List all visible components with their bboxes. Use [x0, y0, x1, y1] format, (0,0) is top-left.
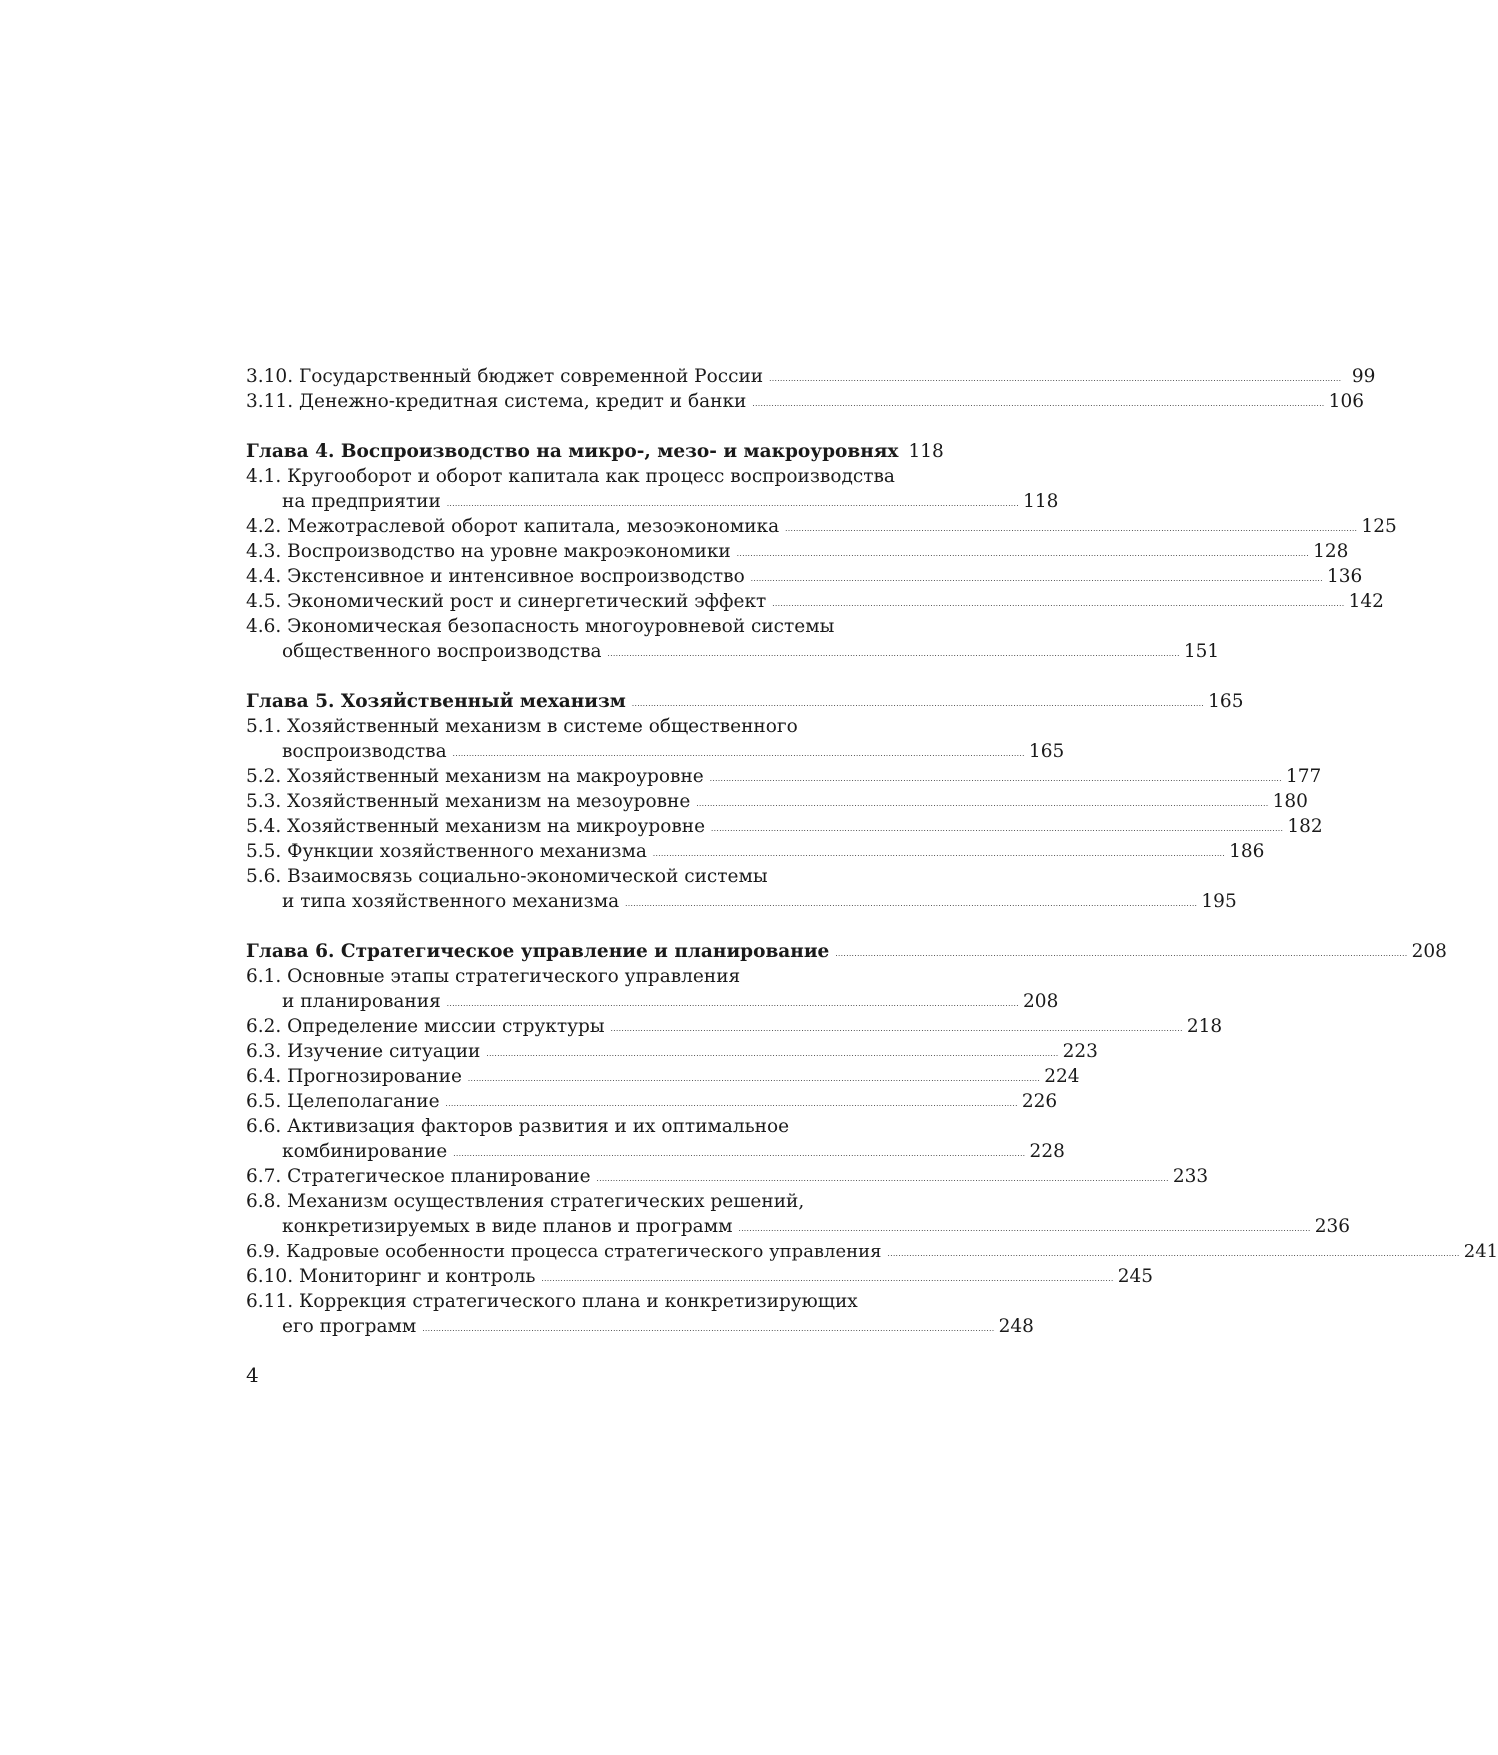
dot-leader: .................................................................................................................................................................................................................. — [422, 1325, 995, 1333]
dot-leader: .................................................................................................................................................................................................................. — [596, 1175, 1169, 1183]
toc-entry-title: 4.2. Межотраслевой оборот капитала, мезоэкономика — [246, 516, 780, 537]
dot-leader: .................................................................................................................................................................................................................. — [887, 1250, 1460, 1258]
toc-entry-page: 236 — [1314, 1216, 1351, 1237]
toc-entry-title: 6.8. Механизм осуществления стратегических решений, — [246, 1191, 805, 1212]
toc-entry-title: 6.5. Целеполагание — [246, 1091, 440, 1112]
toc-entry-page: 151 — [1183, 641, 1220, 662]
dot-leader: .................................................................................................................................................................................................................. — [772, 600, 1345, 608]
toc-entry-6-6-line1[interactable] — [246, 1114, 932, 1139]
toc-entry-title: 4.6. Экономическая безопасность многоуровневой системы — [246, 616, 835, 637]
dot-leader: .................................................................................................................................................................................................................. — [711, 825, 1284, 833]
toc-entry-6-4[interactable] — [246, 1064, 1080, 1089]
toc-entry-6-11-line1[interactable] — [246, 1289, 932, 1314]
dot-leader: .................................................................................................................................................................................................................. — [607, 650, 1180, 658]
toc-entry-6-8-line1[interactable] — [246, 1189, 932, 1214]
dot-leader: .................................................................................................................................................................................................................. — [625, 900, 1198, 908]
toc-entry-6-10[interactable] — [246, 1264, 1154, 1289]
toc-entry-page: 142 — [1348, 591, 1384, 612]
toc-entry-title: 4.1. Кругооборот и оборот капитала как процесс воспроизводства — [246, 466, 895, 487]
toc-entry-title: 6.1. Основные этапы стратегического управления — [246, 966, 741, 987]
toc-entry-6-9[interactable] — [246, 1239, 1498, 1264]
toc-entry-5-3[interactable] — [246, 789, 1308, 814]
toc-entry-4-6-line1[interactable] — [246, 614, 932, 639]
toc-entry-page: 218 — [1186, 1016, 1223, 1037]
toc-entry-page: 99 — [1351, 366, 1376, 387]
toc-entry-title: 3.11. Денежно-кредитная система, кредит и банки — [246, 391, 747, 412]
toc-entry-5-6-line1[interactable] — [246, 864, 932, 889]
dot-leader: .................................................................................................................................................................................................................. — [446, 1000, 1020, 1008]
chapter-page: 118 — [908, 441, 944, 462]
toc-entry-6-8-line2[interactable] — [246, 1214, 1351, 1239]
toc-entry-page: 195 — [1201, 891, 1237, 912]
dot-leader: .................................................................................................................................................................................................................. — [835, 950, 1408, 958]
toc-entry-title: 4.4. Экстенсивное и интенсивное воспроизводство — [246, 566, 745, 587]
toc-entry-5-5[interactable] — [246, 839, 1265, 864]
toc-entry-title: 5.4. Хозяйственный механизм на микроуровне — [246, 816, 706, 837]
dot-leader: .................................................................................................................................................................................................................. — [631, 700, 1205, 708]
toc-entry-page: 248 — [998, 1316, 1034, 1337]
toc-entry-title-cont: комбинирование — [282, 1141, 448, 1162]
toc-entry-title-cont: и типа хозяйственного механизма — [282, 891, 620, 912]
spacer — [246, 914, 932, 939]
toc-entry-4-2[interactable] — [246, 514, 1397, 539]
toc-chapter-6[interactable] — [246, 939, 1447, 964]
toc-entry-5-1-line2[interactable] — [246, 739, 1065, 764]
toc-entry-title: 6.4. Прогнозирование — [246, 1066, 462, 1087]
toc-entry-title: 4.5. Экономический рост и синергетический эффект — [246, 591, 767, 612]
toc-entry-title: 5.1. Хозяйственный механизм в системе общественного — [246, 716, 798, 737]
dot-leader: .................................................................................................................................................................................................................. — [453, 1150, 1026, 1158]
toc-entry-title-cont: на предприятии — [282, 491, 441, 512]
toc-entry-4-4[interactable] — [246, 564, 1363, 589]
dot-leader: .................................................................................................................................................................................................................. — [709, 775, 1283, 783]
dot-leader: .................................................................................................................................................................................................................. — [769, 375, 1342, 383]
toc-entry-title: 5.3. Хозяйственный механизм на мезоуровне — [246, 791, 691, 812]
toc-entry-6-6-line2[interactable] — [246, 1139, 1065, 1164]
toc-entry-3-11[interactable] — [246, 389, 1364, 414]
table-of-contents — [246, 364, 1498, 1339]
dot-leader: .................................................................................................................................................................................................................. — [446, 500, 1020, 508]
chapter-page: 208 — [1411, 941, 1447, 962]
dot-leader: .................................................................................................................................................................................................................. — [486, 1050, 1059, 1058]
toc-entry-6-5[interactable] — [246, 1089, 1058, 1114]
toc-entry-page: 118 — [1023, 491, 1059, 512]
toc-entry-page: 136 — [1327, 566, 1363, 587]
toc-entry-4-6-line2[interactable] — [246, 639, 1220, 664]
toc-entry-page: 233 — [1172, 1166, 1209, 1187]
toc-entry-page: 241 — [1463, 1241, 1498, 1262]
toc-entry-6-11-line2[interactable] — [246, 1314, 1034, 1339]
toc-entry-5-2[interactable] — [246, 764, 1322, 789]
toc-entry-page: 165 — [1028, 741, 1065, 762]
toc-chapter-4[interactable] — [246, 439, 944, 464]
dot-leader: .................................................................................................................................................................................................................. — [736, 550, 1310, 558]
toc-entry-6-2[interactable] — [246, 1014, 1223, 1039]
toc-entry-title-cont: и планирования — [282, 991, 441, 1012]
toc-entry-page: 226 — [1021, 1091, 1058, 1112]
toc-entry-5-1-line1[interactable] — [246, 714, 932, 739]
spacer — [246, 664, 932, 689]
chapter-title: Глава 5. Хозяйственный механизм — [246, 691, 626, 712]
toc-entry-title: 5.5. Функции хозяйственного механизма — [246, 841, 647, 862]
toc-entry-page: 106 — [1328, 391, 1364, 412]
toc-entry-6-7[interactable] — [246, 1164, 1209, 1189]
toc-entry-title: 6.6. Активизация факторов развития и их оптимальное — [246, 1116, 790, 1137]
toc-entry-6-1-line2[interactable] — [246, 989, 1059, 1014]
dot-leader: .................................................................................................................................................................................................................. — [445, 1100, 1018, 1108]
chapter-page: 165 — [1208, 691, 1244, 712]
toc-entry-title-cont: его программ — [282, 1316, 417, 1337]
dot-leader: .................................................................................................................................................................................................................. — [696, 800, 1269, 808]
dot-leader: .................................................................................................................................................................................................................. — [610, 1025, 1183, 1033]
toc-entry-4-1-line2[interactable] — [246, 489, 1059, 514]
page-number: 4 — [246, 1363, 259, 1387]
toc-entry-title: 6.2. Определение миссии структуры — [246, 1016, 605, 1037]
toc-entry-page: 224 — [1044, 1066, 1080, 1087]
dot-leader: .................................................................................................................................................................................................................. — [452, 750, 1025, 758]
toc-entry-page: 208 — [1023, 991, 1059, 1012]
toc-entry-page: 186 — [1229, 841, 1265, 862]
toc-entry-6-3[interactable] — [246, 1039, 1098, 1064]
toc-chapter-5[interactable] — [246, 689, 1244, 714]
dot-leader: .................................................................................................................................................................................................................. — [750, 575, 1323, 583]
toc-entry-title-cont: воспроизводства — [282, 741, 447, 762]
toc-entry-title: 6.7. Стратегическое планирование — [246, 1166, 591, 1187]
dot-leader: .................................................................................................................................................................................................................. — [652, 850, 1226, 858]
dot-leader: .................................................................................................................................................................................................................. — [752, 400, 1325, 408]
toc-entry-page: 125 — [1361, 516, 1397, 537]
toc-entry-4-3[interactable] — [246, 539, 1349, 564]
toc-entry-title: 5.6. Взаимосвязь социально-экономической системы — [246, 866, 768, 887]
toc-entry-title: 6.3. Изучение ситуации — [246, 1041, 481, 1062]
toc-entry-title: 5.2. Хозяйственный механизм на макроуровне — [246, 766, 704, 787]
dot-leader: .................................................................................................................................................................................................................. — [467, 1075, 1041, 1083]
toc-entry-page: 182 — [1287, 816, 1323, 837]
toc-entry-title: 3.10. Государственный бюджет современной России — [246, 366, 764, 387]
dot-leader: .................................................................................................................................................................................................................. — [785, 525, 1358, 533]
toc-entry-page: 177 — [1286, 766, 1322, 787]
toc-entry-title: 4.3. Воспроизводство на уровне макроэкономики — [246, 541, 731, 562]
toc-entry-title-cont: общественного воспроизводства — [282, 641, 602, 662]
chapter-title: Глава 4. Воспроизводство на микро-, мезо- и макроуровнях — [246, 441, 899, 462]
toc-entry-title-cont: конкретизируемых в виде планов и программ — [282, 1216, 733, 1237]
toc-entry-page: 223 — [1062, 1041, 1098, 1062]
toc-entry-page: 128 — [1313, 541, 1349, 562]
toc-entry-page: 228 — [1029, 1141, 1065, 1162]
toc-entry-title: 6.11. Коррекция стратегического плана и конкретизирующих — [246, 1291, 858, 1312]
toc-entry-4-5[interactable] — [246, 589, 1384, 614]
toc-entry-6-1-line1[interactable] — [246, 964, 932, 989]
toc-entry-5-6-line2[interactable] — [246, 889, 1237, 914]
toc-entry-page: 180 — [1272, 791, 1308, 812]
dot-leader: .................................................................................................................................................................................................................. — [738, 1225, 1311, 1233]
toc-entry-title: 6.10. Мониторинг и контроль — [246, 1266, 536, 1287]
dot-leader: .................................................................................................................................................................................................................. — [541, 1275, 1114, 1283]
toc-entry-4-1-line1[interactable] — [246, 464, 932, 489]
spacer — [246, 414, 932, 439]
toc-entry-title: 6.9. Кадровые особенности процесса стратегического управления — [246, 1241, 882, 1262]
toc-entry-5-4[interactable] — [246, 814, 1323, 839]
toc-entry-page: 245 — [1117, 1266, 1154, 1287]
toc-entry-3-10[interactable] — [246, 364, 1376, 389]
chapter-title: Глава 6. Стратегическое управление и планирование — [246, 941, 830, 962]
